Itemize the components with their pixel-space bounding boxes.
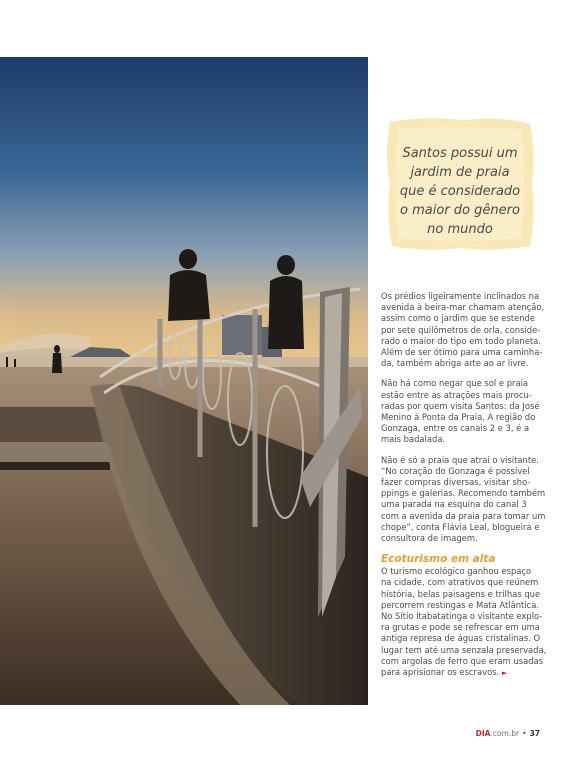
footer-domain: .com.br [490, 729, 520, 738]
text-line: Os prédios ligeiramente inclinados na [381, 291, 540, 301]
text-line: avenida à beira-mar chamam atenção, [381, 302, 545, 313]
text-line: por sete quilômetros de orla, conside- [381, 324, 541, 335]
pull-quote [384, 114, 536, 254]
text-line [381, 667, 541, 679]
text-line: Gonzaga, entre os canais 2 e 3, é a [381, 423, 530, 434]
text-line: consultora de imagem. [381, 533, 478, 544]
text-line: estão entre as atrações mais procu- [381, 389, 532, 400]
text-line: O turismo ecológico ganhou espaço [381, 566, 532, 577]
text-line: com argolas de ferro que eram usadas [381, 655, 544, 666]
text-line: Não há como negar que sol e praia [381, 378, 529, 389]
footer-separator: • [522, 729, 527, 738]
text-line: lugar tem até uma senzala preservada, [381, 644, 547, 655]
text-line: da, também abriga arte ao ar livre. [381, 358, 529, 369]
text-line: chope”, conta Flávia Leal, blogueira e [381, 521, 540, 532]
text-line: uma parada na esquina do canal 3 [381, 499, 527, 510]
text-line: rado o maior do tipo em todo planeta. [381, 335, 541, 346]
text-line: “No coração do Gonzaga é possível [381, 465, 530, 476]
text-line: fazer compras diversas, visitar sho- [381, 477, 531, 488]
pull-quote-line: que é considerado [399, 184, 521, 199]
footer-brand: DIA [475, 729, 491, 738]
text-line: Além de ser ótimo para uma caminha- [381, 347, 543, 358]
pull-quote-line: no mundo [427, 222, 493, 237]
text-line: percorrem restingas e Mata Atlântica. [381, 599, 540, 610]
text-line: história, belas paisagens e trilhas que [381, 588, 541, 599]
text-line: mais badalada. [381, 434, 446, 445]
pull-quote-line: o maior do gênero [400, 203, 520, 218]
article-body [381, 291, 547, 688]
text-line: ppings e galerias. Recomendo também [381, 488, 546, 499]
pull-quote-line: Santos possui um [402, 146, 518, 161]
article-paragraph [381, 378, 541, 445]
article-paragraph [381, 291, 545, 369]
text-line: radas por quem visita Santos: da José [381, 400, 540, 411]
article-paragraph [381, 454, 546, 545]
page-footer [476, 729, 540, 738]
text-line: Menino à Ponta da Praia. A região do [381, 412, 536, 423]
text-line: ra grutas e pode se refrescar em uma [381, 622, 540, 633]
page-number: 37 [529, 729, 540, 738]
pull-quote-text [384, 144, 536, 239]
text-line: antiga represa de águas cristalinas. O [381, 633, 541, 644]
text-line: assim como o jardim que se estende [381, 313, 536, 324]
pull-quote-line: jardim de praia [410, 165, 510, 180]
end-mark-icon: ► [501, 669, 508, 678]
text-line: No Sítio Itabatatinga o visitante explo- [381, 611, 543, 622]
article-paragraph [381, 566, 547, 679]
text-line-content: para aprisionar os escravos. [381, 667, 500, 678]
text-line: com a avenida da praia para tomar um [381, 510, 546, 521]
text-line: na cidade, com atrativos que reúnem [381, 577, 539, 588]
text-line: Não é só a praia que atrai o visitante. [381, 454, 539, 465]
beach-bridge-photo [0, 57, 368, 705]
section-subheading: Ecoturismo em alta [381, 553, 496, 566]
